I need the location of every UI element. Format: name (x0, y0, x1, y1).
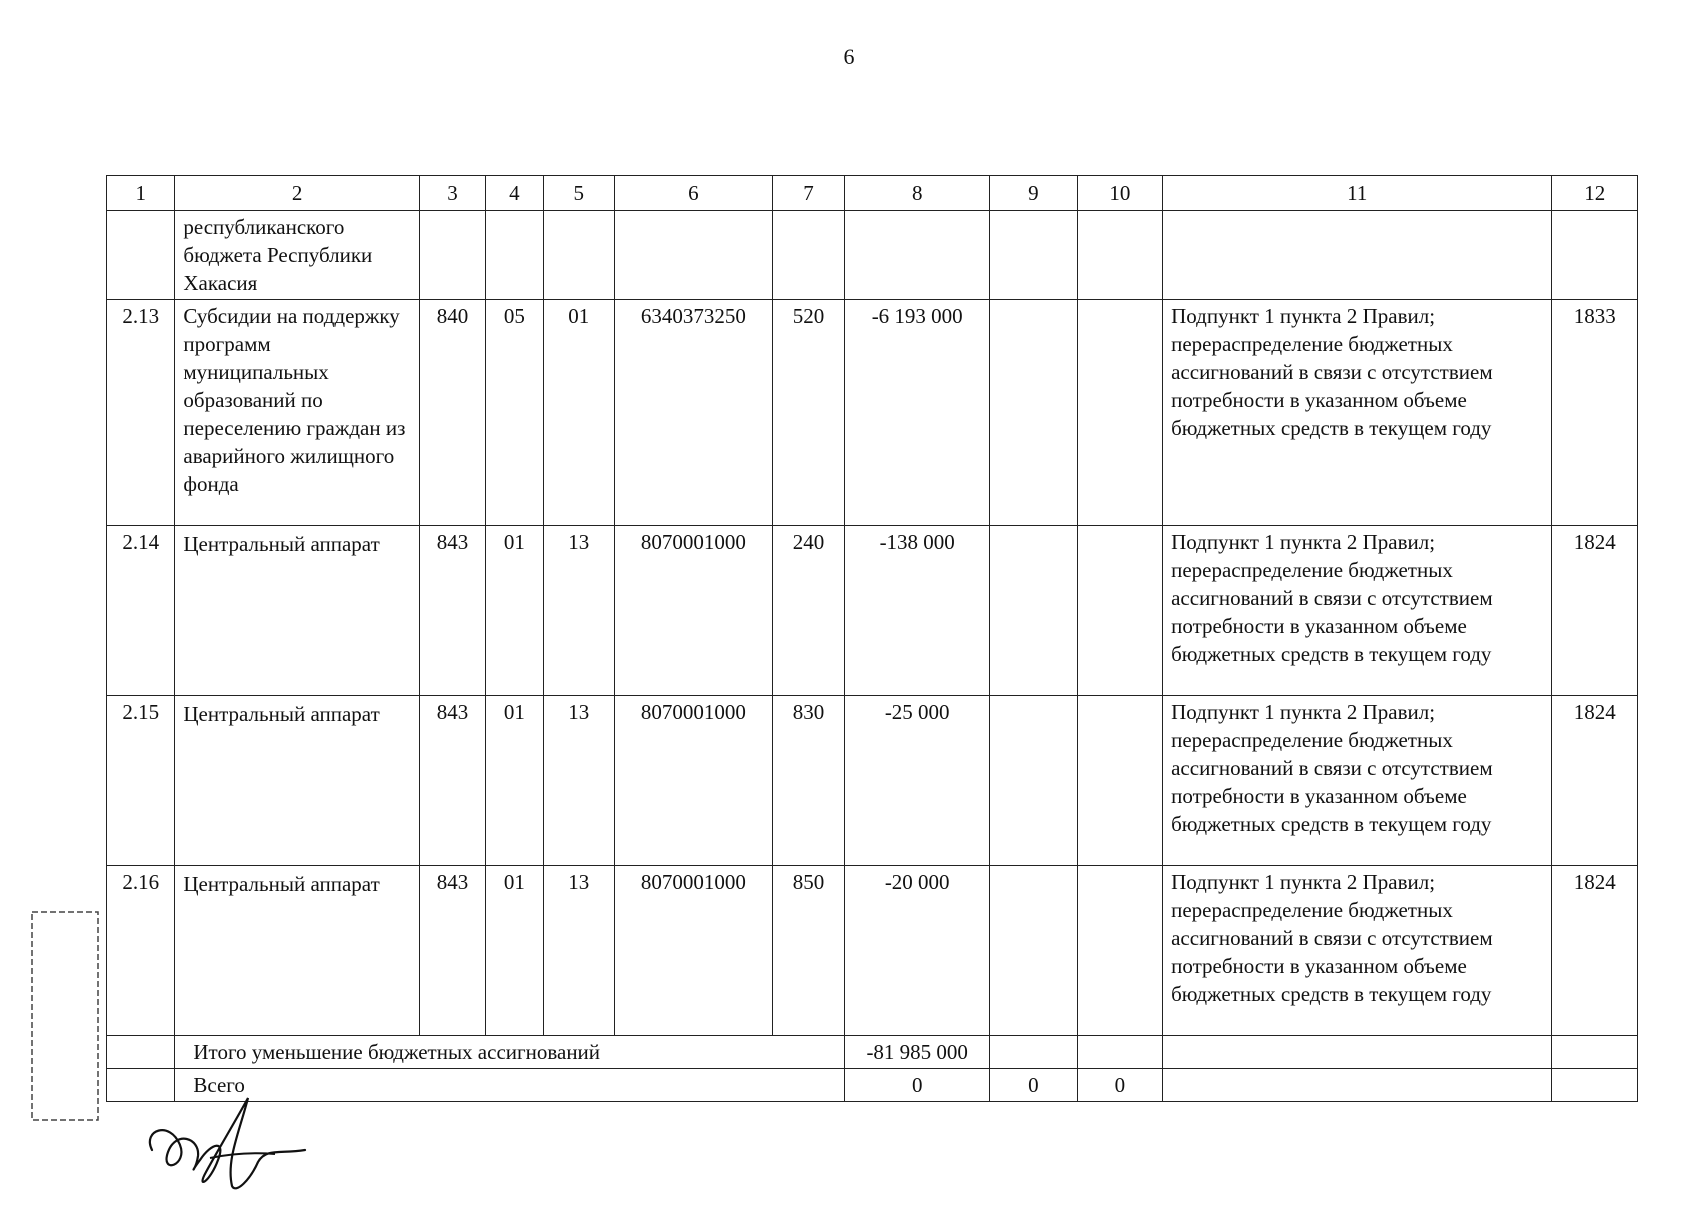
grand-total-c8: 0 (845, 1069, 990, 1102)
cell-c6: 8070001000 (614, 526, 772, 696)
continuation-name: республиканского бюджета Республики Хакасия (175, 211, 419, 300)
col-header: 4 (486, 176, 543, 211)
cell-c9 (990, 526, 1078, 696)
cell-c6: 6340373250 (614, 300, 772, 526)
cell-c4: 05 (486, 300, 543, 526)
cell-reason: Подпункт 1 пункта 2 Правил; перераспределение бюджетных ассигнований в связи с отсутствием потребности в указанном объеме бюджетных средств в текущем году (1163, 526, 1552, 696)
signature-image (140, 1090, 310, 1200)
cell-c8: -20 000 (845, 866, 990, 1036)
table-row (107, 526, 1638, 696)
cell-c3: 843 (419, 526, 485, 696)
cell-c5: 13 (543, 526, 614, 696)
cell-c9 (990, 866, 1078, 1036)
cell-c3: 843 (419, 696, 485, 866)
cell-c7: 850 (772, 866, 844, 1036)
row-number: 2.15 (107, 696, 175, 866)
col-header: 8 (845, 176, 990, 211)
col-header: 9 (990, 176, 1078, 211)
cell-c10 (1077, 526, 1163, 696)
col-header: 10 (1077, 176, 1163, 211)
cell-c5: 13 (543, 866, 614, 1036)
cell-c9 (990, 300, 1078, 526)
row-number: 2.14 (107, 526, 175, 696)
table-row (107, 866, 1638, 1036)
cell-c10 (1077, 300, 1163, 526)
row-name: Центральный аппарат (175, 696, 419, 866)
cell-c9 (990, 696, 1078, 866)
cell-c3: 840 (419, 300, 485, 526)
cell-c8: -6 193 000 (845, 300, 990, 526)
grand-total-row (107, 1069, 1638, 1102)
total-decrease-value: -81 985 000 (845, 1036, 990, 1069)
table-row (107, 696, 1638, 866)
registration-stamp (30, 910, 100, 1122)
cell-c4: 01 (486, 866, 543, 1036)
cell-reason: Подпункт 1 пункта 2 Правил; перераспределение бюджетных ассигнований в связи с отсутствием потребности в указанном объеме бюджетных средств в текущем году (1163, 866, 1552, 1036)
total-decrease-row (107, 1036, 1638, 1069)
budget-table (106, 175, 1638, 1102)
cell-c3: 843 (419, 866, 485, 1036)
col-header: 11 (1163, 176, 1552, 211)
cell-c4: 01 (486, 526, 543, 696)
table-row (107, 300, 1638, 526)
cell-c7: 520 (772, 300, 844, 526)
cell-c7: 830 (772, 696, 844, 866)
cell-c12: 1824 (1552, 866, 1638, 1036)
total-decrease-label: Итого уменьшение бюджетных ассигнований (175, 1036, 845, 1069)
stamp-frame (30, 910, 100, 1122)
cell-c12: 1824 (1552, 696, 1638, 866)
cell-c12: 1833 (1552, 300, 1638, 526)
grand-total-c9: 0 (990, 1069, 1078, 1102)
col-header: 5 (543, 176, 614, 211)
grand-total-label: Всего (175, 1069, 845, 1102)
cell-c8: -25 000 (845, 696, 990, 866)
cell-c4: 01 (486, 696, 543, 866)
cell-reason: Подпункт 1 пункта 2 Правил; перераспределение бюджетных ассигнований в связи с отсутствием потребности в указанном объеме бюджетных средств в текущем году (1163, 696, 1552, 866)
table-header-row (107, 176, 1638, 211)
col-header: 2 (175, 176, 419, 211)
cell-c6: 8070001000 (614, 696, 772, 866)
page-number: 6 (843, 44, 855, 69)
cell-c8: -138 000 (845, 526, 990, 696)
row-number: 2.13 (107, 300, 175, 526)
grand-total-c10: 0 (1077, 1069, 1163, 1102)
continuation-row (107, 211, 1638, 300)
cell-c10 (1077, 696, 1163, 866)
col-header: 6 (614, 176, 772, 211)
cell-c7: 240 (772, 526, 844, 696)
col-header: 12 (1552, 176, 1638, 211)
row-name: Субсидии на поддержку программ муниципальных образований по переселению граждан из аварийного жилищного фонда (175, 300, 419, 526)
row-number: 2.16 (107, 866, 175, 1036)
cell-c5: 13 (543, 696, 614, 866)
cell-c12: 1824 (1552, 526, 1638, 696)
col-header: 1 (107, 176, 175, 211)
row-name: Центральный аппарат (175, 866, 419, 1036)
cell-reason: Подпункт 1 пункта 2 Правил; перераспределение бюджетных ассигнований в связи с отсутствием потребности в указанном объеме бюджетных средств в текущем году (1163, 300, 1552, 526)
row-name: Центральный аппарат (175, 526, 419, 696)
col-header: 3 (419, 176, 485, 211)
cell-c10 (1077, 866, 1163, 1036)
cell-c5: 01 (543, 300, 614, 526)
cell-c6: 8070001000 (614, 866, 772, 1036)
col-header: 7 (772, 176, 844, 211)
